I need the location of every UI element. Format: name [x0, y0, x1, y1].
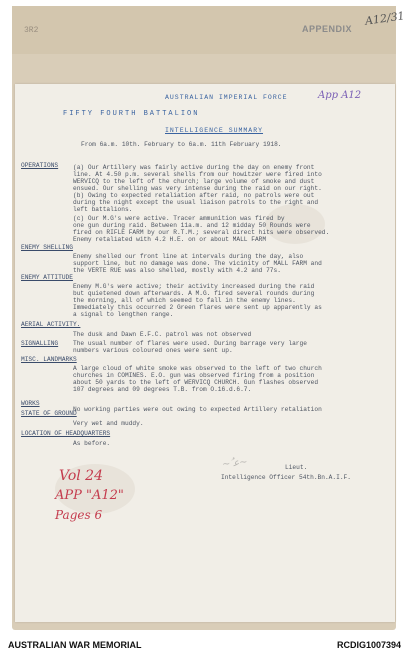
handwritten-pages: Pages 6 [55, 508, 103, 522]
ops-line: during the night except the usual liaison patrols to the right and [73, 199, 319, 206]
shelling-line: the VERTE RUE was also shelled, mostly with 4.2 and 77s. [73, 267, 281, 274]
ops-line: (c) Our M.G's were active. Tracer ammunition was fired by [73, 215, 285, 222]
ops-line: (b) Owing to expected retaliation after raid, no patrols were out [73, 192, 315, 199]
doc-heading-battalion: FIFTY FOURTH BATTALION [63, 110, 200, 118]
landmarks-line: churches in COMINES. E.O. gun was observed firing from a position [73, 372, 315, 379]
appendix-stamp: APPENDIX [302, 24, 353, 34]
section-headquarters: LOCATION OF HEADQUARTERS [21, 430, 111, 437]
ops-line: left battalions. [73, 206, 133, 213]
attitude-line: but quietened down afterwards. A M.G. fired several rounds during [73, 290, 315, 297]
works-line: No working parties were out owing to expected Artillery retaliation [73, 406, 322, 413]
section-signalling: SIGNALLING [21, 340, 59, 347]
intelligence-summary-sheet [15, 84, 395, 622]
landmarks-line: about 50 yards to the left of WERVICQ CHURCH. Gun flashes observed [73, 379, 319, 386]
attitude-line: the morning, all of which seemed to fall in the enemy lines. [73, 297, 296, 304]
ops-line: ensued. Our shelling was very intense during the raid on our right. [73, 185, 322, 192]
doc-heading-summary: INTELLIGENCE SUMMARY [165, 127, 264, 134]
signalling-line: The usual number of flares were used. During barrage very large [73, 340, 307, 347]
hq-line: As before. [73, 440, 111, 447]
faint-signature: ~ﻋﹸ~ [221, 456, 249, 471]
landmarks-line: 107 degrees and 09 degrees T.B. from O.16.d.6.7. [73, 386, 252, 393]
attitude-line: a signal to lengthen range. [73, 311, 174, 318]
section-state-of-ground: STATE OF GROUND [21, 410, 77, 417]
archive-name: AUSTRALIAN WAR MEMORIAL [8, 640, 142, 650]
aerial-line: The dusk and Dawn E.F.C. patrol was not observed [73, 331, 252, 338]
doc-heading-force: AUSTRALIAN IMPERIAL FORCE [165, 94, 288, 101]
ops-line: (a) Our Artillery was fairly active during the day on enemy front [73, 164, 315, 171]
signature-title: Intelligence Officer 54th.Bn.A.I.F. [221, 474, 351, 481]
section-enemy-shelling: ENEMY SHELLING [21, 244, 73, 251]
attitude-line: Immediately this occurred 2 Green flares were sent up apparently as [73, 304, 322, 311]
handwritten-appendix: APP "A12" [55, 488, 124, 503]
archive-reference: RCDIG1007394 [336, 640, 401, 650]
section-enemy-attitude: ENEMY ATTITUDE [21, 274, 73, 281]
ground-line: Very wet and muddy. [73, 420, 144, 427]
ops-line: line. At 4.50 p.m. several shells from our howitzer were fired into [73, 171, 322, 178]
ops-line: Enemy retaliated with 4.2 H.E. on or about MALL FARM [73, 236, 267, 243]
signature-rank: Lieut. [285, 464, 308, 471]
attitude-line: Enemy M.G's were active; their activity increased during the raid [73, 283, 315, 290]
section-works: WORKS [21, 400, 40, 407]
section-aerial-activity: AERIAL ACTIVITY. [21, 321, 81, 328]
handwritten-appendix-ref: App A12 [318, 90, 362, 101]
ops-line: one gun during raid. Between 11a.m. and 12 midday 50 Rounds were [73, 222, 311, 229]
doc-date-range: From 6a.m. 10th. February to 6a.m. 11th February 1918. [81, 141, 282, 148]
signalling-line: numbers various coloured ones were sent up. [73, 347, 233, 354]
folder-corner-mark: 3R2 [24, 26, 39, 35]
handwritten-volume: Vol 24 [59, 468, 103, 484]
shelling-line: support line, but no damage was done. The vicinity of MALL FARM and [73, 260, 322, 267]
ops-line: WERVICQ to the left of the church; large volume of smoke and dust [73, 178, 315, 185]
ops-line: fired on RIFLE FARM by our R.T.M.; several direct hits were observed. [73, 229, 330, 236]
landmarks-line: A large cloud of white smoke was observed to the left of two church [73, 365, 322, 372]
shelling-line: Enemy shelled our front line at intervals during the day, also [73, 253, 304, 260]
section-landmarks: MISC. LANDMARKS [21, 356, 77, 363]
folder-page-number: A12/31 [364, 9, 406, 28]
section-operations: OPERATIONS [21, 162, 59, 169]
